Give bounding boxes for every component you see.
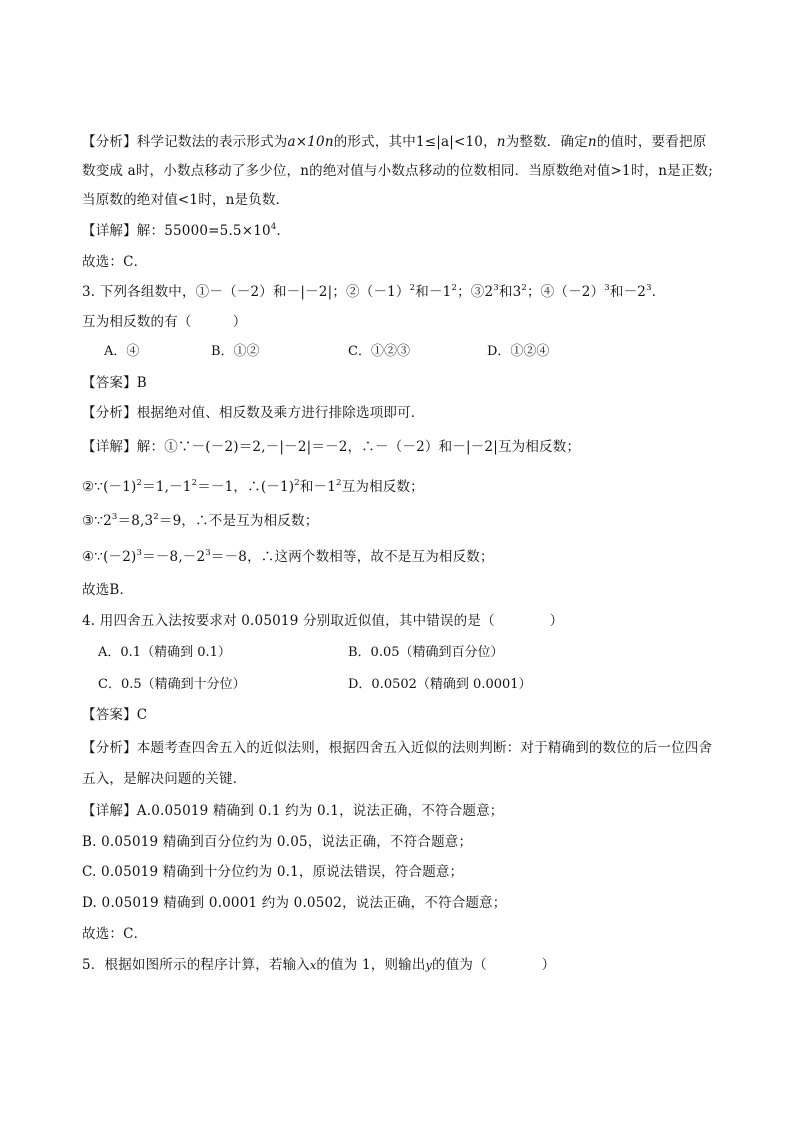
q2-analysis-line1: 【分析】科学记数法的表示形式为a×10n的形式，其中1≤|a|<10，n为整数．确定n的值时，要看把原 <box>82 134 707 150</box>
q3-analysis: 【分析】根据绝对值、相反数及乘方进行排除选项即可． <box>82 405 425 421</box>
q4-option-b: B．0.05（精确到百分位） <box>348 645 504 660</box>
q4-detail-line1: 【详解】A.0.05019 精确到 0.1 约为 0.1，说法正确，不符合题意； <box>82 803 504 819</box>
q3-option-c: C．①②③ <box>348 344 410 359</box>
q2-choice: 故选：C． <box>82 254 148 270</box>
q4-option-c: C．0.5（精确到十分位） <box>98 677 246 692</box>
q3-detail-4: $④\because(-2)^3=-8,-2^3=-8$，∴这两个数相等，故不是互为相反数； <box>82 548 494 565</box>
q5-stem: 5．根据如图所示的程序计算，若输入x的值为 1，则输出y的值为（ ） <box>82 957 556 973</box>
q4-detail-line3: C. 0.05019 精确到十分位约为 0.1，原说法错误，符合题意； <box>82 864 464 880</box>
q4-option-a: A．0.1（精确到 0.1） <box>98 645 231 660</box>
q2-analysis-line3: 当原数的绝对值<1时，n是负数． <box>82 192 290 208</box>
q4-detail-line2: B. 0.05019 精确到百分位约为 0.05，说法正确，不符合题意； <box>82 834 473 850</box>
q3-option-a: A．④ <box>104 344 140 359</box>
q3-answer: 【答案】B <box>82 375 147 391</box>
q4-detail-line4: D. 0.05019 精确到 0.0001 约为 0.0502，说法正确，不符合题意； <box>82 895 507 911</box>
q4-answer: 【答案】C <box>82 707 148 723</box>
q4-stem: 4. 用四舍五入法按要求对 0.05019 分别取近似值，其中错误的是（ ） <box>82 613 564 629</box>
q4-choice: 故选：C． <box>82 926 148 942</box>
q2-analysis-line2: 数变成 a时，小数点移动了多少位，n的绝对值与小数点移动的位数相同．当原数绝对值>1时，n是正数; <box>82 163 713 179</box>
q2-detail: 【详解】解：$55000=5.5\times 10^4$． <box>82 222 291 239</box>
q3-detail-2: $②\because(-1)^2=1,-1^2=-1$，$\therefore(-1)^2$和$-1^2$互为相反数； <box>82 478 424 495</box>
q4-analysis-line1: 【分析】本题考查四舍五入的近似法则，根据四舍五入近似的法则判断：对于精确到的数位的后一位四舍 <box>82 740 713 756</box>
q3-choice: 故选B． <box>82 582 134 598</box>
q3-option-b: B．①② <box>211 344 260 359</box>
q3-option-d: D．①②④ <box>487 344 550 359</box>
q3-detail-1: 【详解】解：①∵－(－2)＝2,－|－2|＝－2，∴－（－2）和－|－2|互为相反数； <box>82 439 581 455</box>
q3-detail-3: $③\because 2^3=8,3^2=9$，∴不是互为相反数； <box>82 512 319 529</box>
q3-stem: 3. 下列各组数中，①－（－2）和－|－2|；$②(-1)^2$和$-1^2$；$③2^3$和$3^2$；$④(-2)^3$和$-2^3$． <box>82 283 666 300</box>
q3-stem-line2: 互为相反数的有（ ） <box>82 314 247 330</box>
q4-analysis-line2: 五入，是解决问题的关键． <box>82 771 247 787</box>
q4-option-d: D．0.0502（精确到 0.0001） <box>348 677 532 692</box>
